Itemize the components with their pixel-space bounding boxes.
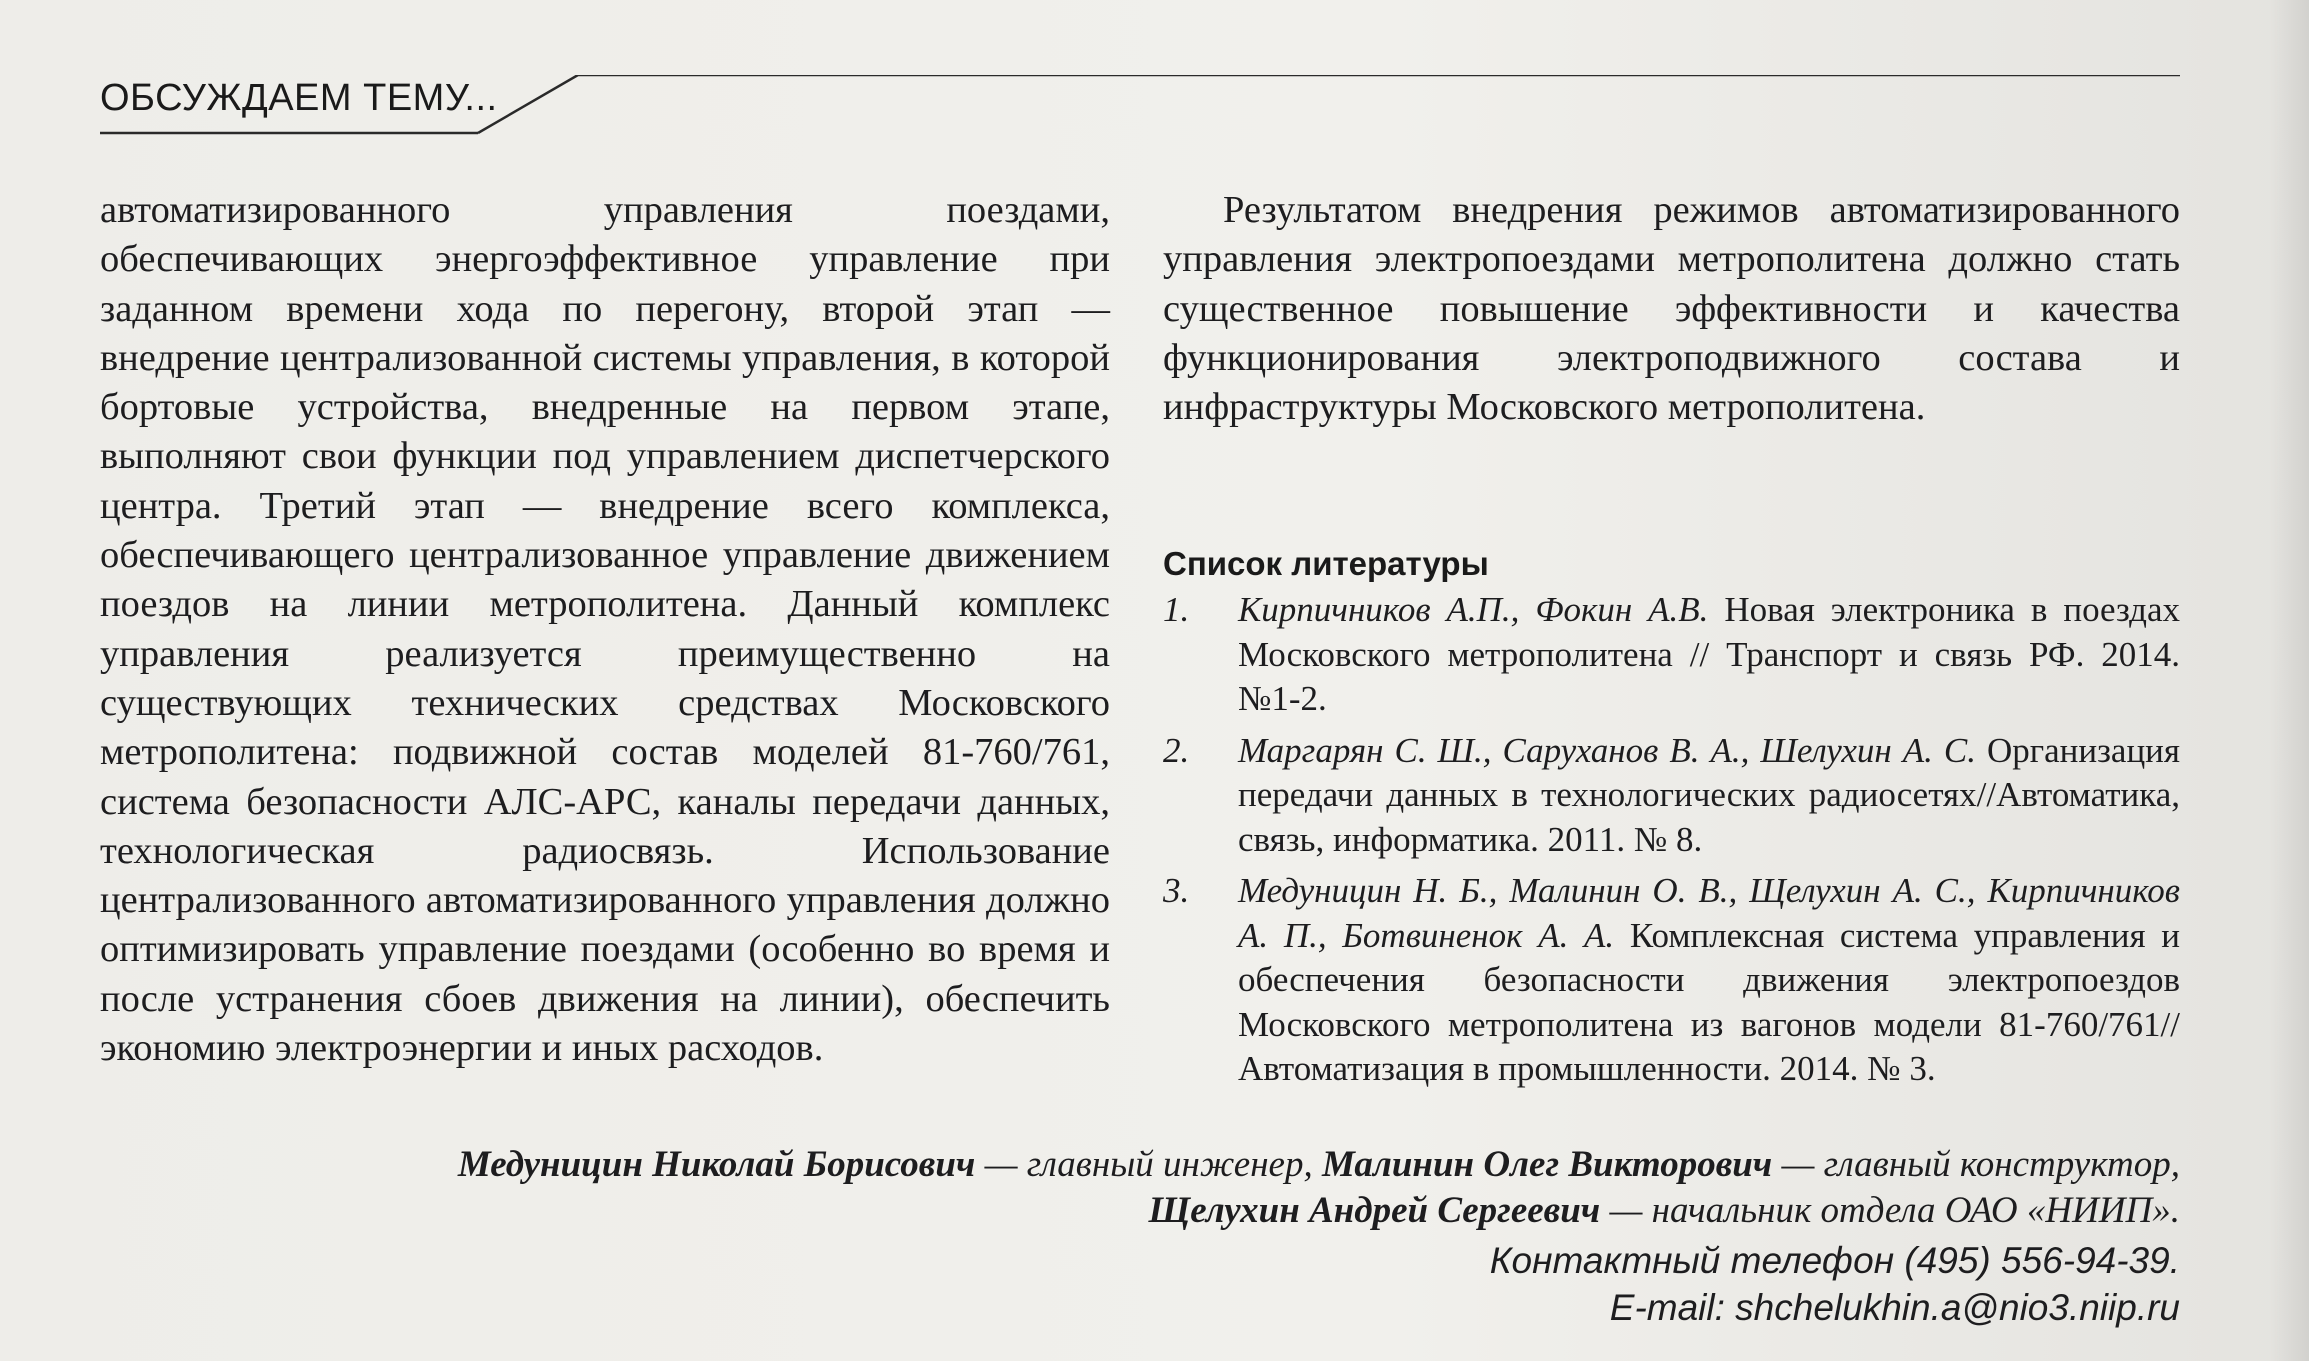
reference-text: Комплексная система управления и обеспечения безопасности движения электропоездов Московского метрополитена из вагонов модели 81-760/761//Автоматизация в промышленности. 2014. № 3.	[1238, 915, 2180, 1088]
author-role: — начальник отдела ОАО «НИИП».	[1600, 1190, 2180, 1231]
references-heading: Список литературы	[1163, 545, 1489, 582]
contact-email: E-mail: shchelukhin.a@nio3.niip.ru	[1609, 1287, 2180, 1328]
left-column-paragraph: автоматизированного управления поездами, обеспечивающих энергоэффективное управление при заданном времени хода по перегону, второй этап — внедрение централизованной системы управления, в которой бортовые устройства, внедренные на первом этапе, выполняют свои функции под управлением диспетчерского центра. Третий этап — внедрение всего комплекса, обеспечивающего централизованное управление движением поездов на линии метрополитена. Данный комплекс управления реализуется преимущественно на существующих технических средствах Московского метрополитена: подвижной состав моделей 81-760/761, система безопасности АЛС-АРС, каналы передачи данных, технологическая радиосвязь. Использование централизованного автоматизированного управления должно оптимизировать управление поездами (особенно во время и после устранения сбоев движения на линии), обеспечить экономию электроэнергии и иных расходов.	[100, 189, 1110, 1070]
section-header	[100, 75, 2180, 135]
reference-text: Организация передачи данных в технологических радиосетях//Автоматика, связь, информатика. 2011. № 8.	[1238, 730, 2180, 859]
references-list	[1163, 588, 2180, 1099]
reference-item	[1163, 729, 2180, 863]
reference-authors: Кирпичников А.П., Фокин А.В.	[1238, 590, 1709, 629]
author-name: Малинин Олег Викторович	[1321, 1144, 1773, 1185]
conclusion-paragraph: Результатом внедрения режимов автоматизированного управления электропоездами метрополитена должно стать существенное повышение эффективности и качества функционирования электроподвижного состава и инфраструктуры Московского метрополитена.	[1163, 189, 2180, 429]
author-role: — главный конструктор,	[1772, 1144, 2180, 1185]
contacts-block	[100, 1237, 2180, 1331]
reference-authors: Маргарян С. Ш., Саруханов В. А., Шелухин А. С.	[1238, 730, 1976, 770]
right-column	[1163, 186, 2180, 432]
reference-item	[1163, 588, 2180, 722]
author-role: — главный инженер,	[975, 1144, 1322, 1185]
reference-number: 2.	[1163, 730, 1190, 770]
reference-number: 3.	[1163, 871, 1190, 910]
section-title: ОБСУЖДАЕМ ТЕМУ...	[100, 77, 498, 119]
page-edge-shadow	[2269, 0, 2309, 1361]
left-column	[100, 186, 1110, 1073]
author-name: Щелухин Андрей Сергеевич	[1148, 1190, 1601, 1231]
reference-number: 1.	[1163, 590, 1190, 629]
author-name: Медуницин Николай Борисович	[457, 1144, 976, 1185]
reference-text: Новая электроника в поездах Московского метрополитена // Транспорт и связь РФ. 2014. №1-2.	[1238, 590, 2180, 718]
authors-line-2	[100, 1188, 2180, 1234]
authors-line-1	[100, 1142, 2180, 1188]
reference-item	[1163, 869, 2180, 1092]
authors-block	[100, 1142, 2180, 1234]
contact-phone: Контактный телефон (495) 556-94-39.	[1489, 1240, 2180, 1281]
reference-authors: Медуницин Н. Б., Малинин О. В., Щелухин А. С., Кирпичников А. П., Ботвиненок А. А.	[1238, 871, 2180, 955]
